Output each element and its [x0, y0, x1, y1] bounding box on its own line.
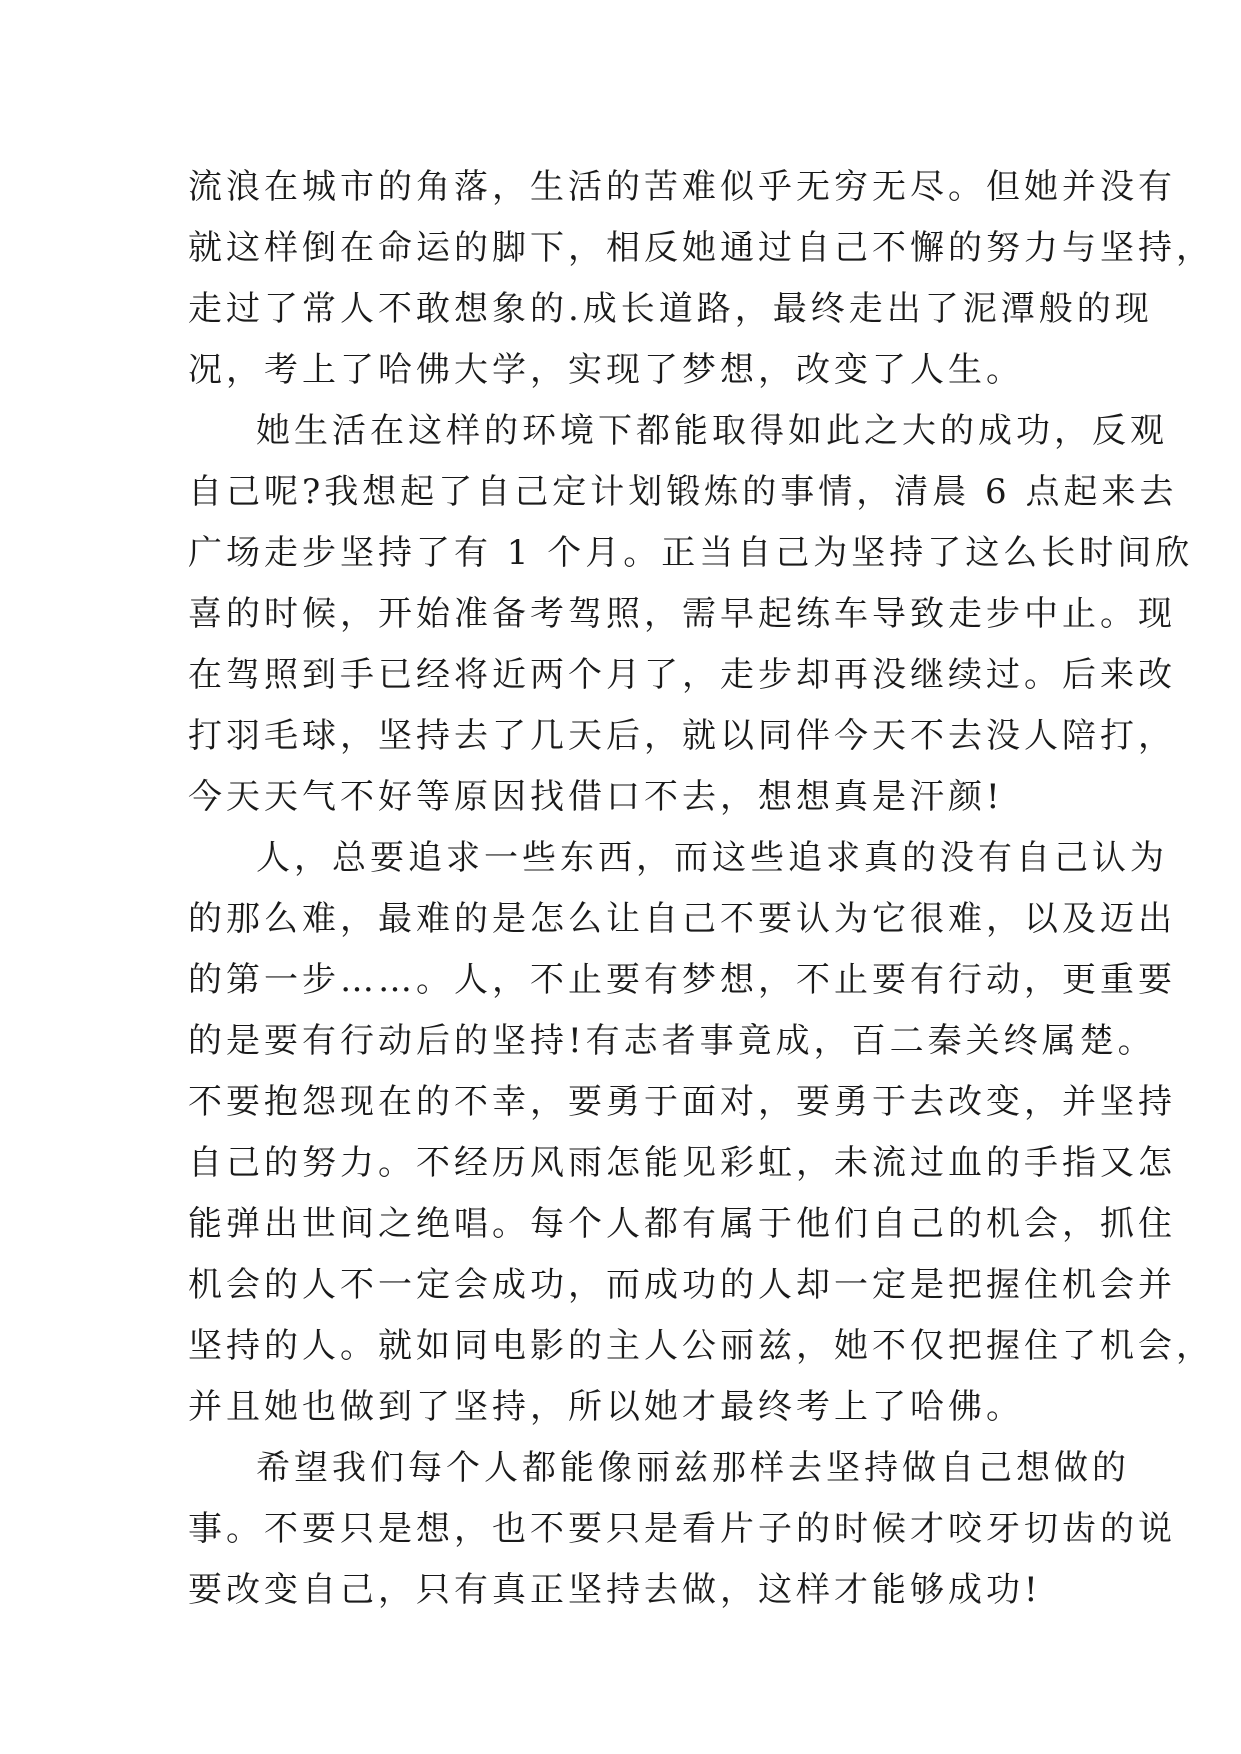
paragraph-2 [188, 401, 1194, 828]
document-body [188, 157, 1214, 1621]
paragraph-4 [188, 1438, 1176, 1621]
text-line: 事。不要只是想，也不要只是看片子的时候才咬牙切齿的说 [188, 1509, 1176, 1549]
text-line: 喜的时候，开始准备考驾照，需早起练车导致走步中止。现 [188, 594, 1176, 634]
text-line: 能弹出世间之绝唱。每个人都有属于他们自己的机会，抓住 [188, 1204, 1176, 1244]
text-line: 要改变自己，只有真正坚持去做，这样才能够成功! [188, 1570, 1042, 1610]
text-line: 并且她也做到了坚持，所以她才最终考上了哈佛。 [188, 1387, 1024, 1427]
text-line: 打羽毛球，坚持去了几天后，就以同伴今天不去没人陪打， [188, 716, 1176, 756]
text-line: 的那么难，最难的是怎么让自己不要认为它很难，以及迈出 [188, 899, 1176, 939]
text-line: 不要抱怨现在的不幸，要勇于面对，要勇于去改变，并坚持 [188, 1082, 1176, 1122]
text-line: 自己呢?我想起了自己定计划锻炼的事情，清晨 6 点起来去 [188, 472, 1178, 512]
text-line: 希望我们每个人都能像丽兹那样去坚持做自己想做的 [256, 1448, 1130, 1488]
text-line: 自己的努力。不经历风雨怎能见彩虹，未流过血的手指又怎 [188, 1143, 1176, 1183]
text-line: 流浪在城市的角落，生活的苦难似乎无穷无尽。但她并没有 [188, 167, 1176, 207]
text-line: 机会的人不一定会成功，而成功的人却一定是把握住机会并 [188, 1265, 1176, 1305]
text-line: 人，总要追求一些东西，而这些追求真的没有自己认为 [256, 838, 1168, 878]
text-line: 她生活在这样的环境下都能取得如此之大的成功，反观 [256, 411, 1168, 451]
text-line: 广场走步坚持了有 1 个月。正当自己为坚持了这么长时间欣 [188, 533, 1194, 573]
paragraph-3 [188, 828, 1214, 1438]
text-line: 况，考上了哈佛大学，实现了梦想，改变了人生。 [188, 350, 1024, 390]
text-line: 坚持的人。就如同电影的主人公丽兹，她不仅把握住了机会， [188, 1326, 1214, 1366]
paragraph-1 [188, 157, 1214, 401]
text-line: 今天天气不好等原因找借口不去，想想真是汗颜! [188, 777, 1004, 817]
text-line: 就这样倒在命运的脚下，相反她通过自己不懈的努力与坚持， [188, 228, 1214, 268]
text-line: 的第一步……。人，不止要有梦想，不止要有行动，更重要 [188, 960, 1176, 1000]
text-line: 走过了常人不敢想象的.成长道路，最终走出了泥潭般的现 [188, 289, 1153, 329]
text-line: 的是要有行动后的坚持!有志者事竟成，百二秦关终属楚。 [188, 1021, 1156, 1061]
text-line: 在驾照到手已经将近两个月了，走步却再没继续过。后来改 [188, 655, 1176, 695]
